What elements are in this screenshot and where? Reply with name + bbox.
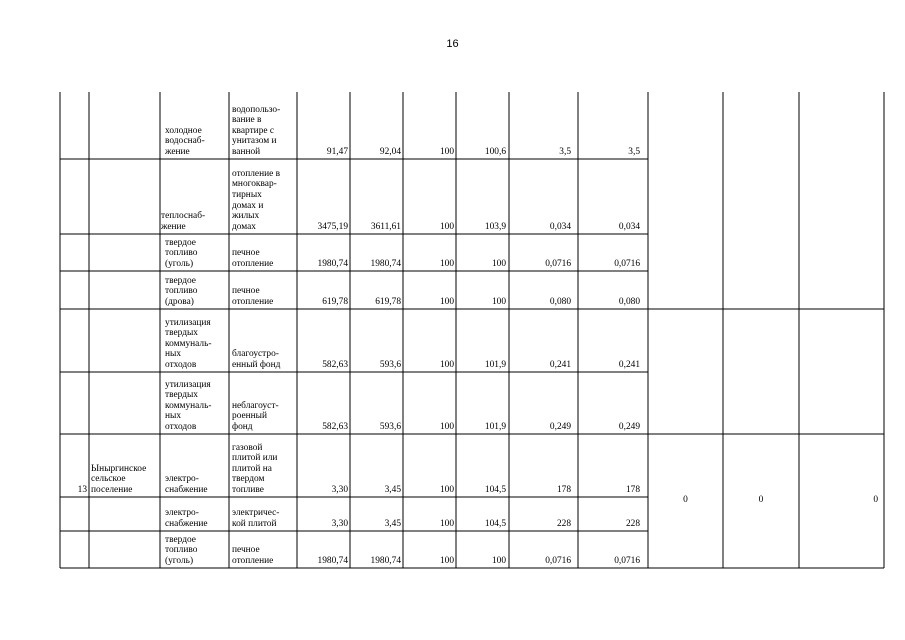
value-1: 1980,74 (317, 258, 348, 269)
service-type: электро- снабжение (165, 508, 208, 529)
value-2: 3,45 (384, 484, 401, 495)
percent-1: 100 (439, 221, 454, 232)
consumer-type: электричес- кой плитой (232, 508, 280, 529)
merged-value: 0 (873, 495, 878, 505)
value-2: 1980,74 (370, 258, 401, 269)
service-type: утилизация твердых коммуналь- ных отходов (165, 317, 212, 370)
consumer-type: печное отопление (232, 248, 274, 269)
norm-1: 0,0716 (545, 555, 571, 566)
service-type: теплоснаб- жение (161, 211, 206, 232)
settlement-name: Ыныргинское сельское поселение (91, 463, 147, 495)
service-type: твердое топливо (уголь) (165, 237, 198, 269)
consumer-type: печное отопление (232, 545, 274, 566)
percent-2: 100,6 (484, 146, 506, 157)
service-type: твердое топливо (уголь) (165, 534, 198, 566)
consumer-type: водопользо- вание в квартире с унитазом и ванной (232, 104, 281, 157)
value-2: 619,78 (375, 296, 401, 307)
percent-1: 100 (439, 555, 454, 566)
norm-1: 0,0716 (545, 258, 571, 269)
consumer-type: неблагоуст- роенный фонд (232, 400, 279, 432)
consumer-type: отопление в многоквар- тирных домах и жилых домах (232, 168, 281, 232)
norm-1: 3,5 (559, 146, 571, 157)
norm-2: 0,0716 (614, 555, 640, 566)
percent-2: 100 (491, 296, 506, 307)
percent-1: 100 (439, 296, 454, 307)
value-2: 3611,61 (370, 221, 401, 232)
percent-2: 103,9 (484, 221, 506, 232)
norm-1: 0,249 (549, 421, 571, 432)
norm-2: 0,0716 (614, 258, 640, 269)
consumer-type: газовой плитой или плитой на твердом топливе (232, 442, 278, 495)
value-2: 1980,74 (370, 555, 401, 566)
percent-2: 101,9 (484, 359, 506, 370)
norm-1: 228 (556, 518, 571, 529)
norm-1: 178 (556, 484, 571, 495)
value-1: 3,30 (331, 484, 348, 495)
merged-value: 0 (758, 495, 764, 505)
percent-2: 101,9 (484, 421, 506, 432)
value-1: 91,47 (326, 146, 348, 157)
value-1: 3475,19 (317, 221, 348, 232)
consumer-type: благоустро- енный фонд (232, 349, 281, 370)
percent-2: 100 (491, 258, 506, 269)
service-type: холодное водоснаб- жение (165, 125, 205, 157)
value-1: 582,63 (322, 421, 348, 432)
norm-2: 0,080 (618, 296, 640, 307)
merged-value: 0 (683, 495, 688, 505)
service-type: твердое топливо (дрова) (165, 275, 198, 307)
value-1: 582,63 (322, 359, 348, 370)
norm-2: 0,241 (618, 359, 640, 370)
value-2: 593,6 (379, 421, 401, 432)
norm-2: 0,034 (618, 221, 640, 232)
percent-1: 100 (439, 146, 454, 157)
norm-1: 0,241 (549, 359, 571, 370)
value-2: 3,45 (384, 518, 401, 529)
norm-1: 0,080 (549, 296, 571, 307)
value-1: 3,30 (331, 518, 348, 529)
service-type: утилизация твердых коммуналь- ных отходов (165, 379, 212, 432)
percent-1: 100 (439, 421, 454, 432)
service-type: электро- снабжение (165, 474, 208, 495)
percent-2: 104,5 (484, 518, 506, 529)
row-number: 13 (77, 484, 87, 495)
norm-2: 178 (625, 484, 640, 495)
percent-1: 100 (439, 359, 454, 370)
value-2: 593,6 (379, 359, 401, 370)
norm-1: 0,034 (549, 221, 571, 232)
consumer-type: печное отопление (232, 286, 274, 307)
percent-2: 100 (491, 555, 506, 566)
percent-2: 104,5 (484, 484, 506, 495)
value-2: 92,04 (379, 146, 401, 157)
page-number: 16 (446, 38, 459, 50)
norm-2: 228 (625, 518, 640, 529)
value-1: 619,78 (322, 296, 348, 307)
percent-1: 100 (439, 258, 454, 269)
value-1: 1980,74 (317, 555, 348, 566)
norm-2: 3,5 (628, 146, 640, 157)
norm-2: 0,249 (618, 421, 640, 432)
percent-1: 100 (439, 518, 454, 529)
percent-1: 100 (439, 484, 454, 495)
